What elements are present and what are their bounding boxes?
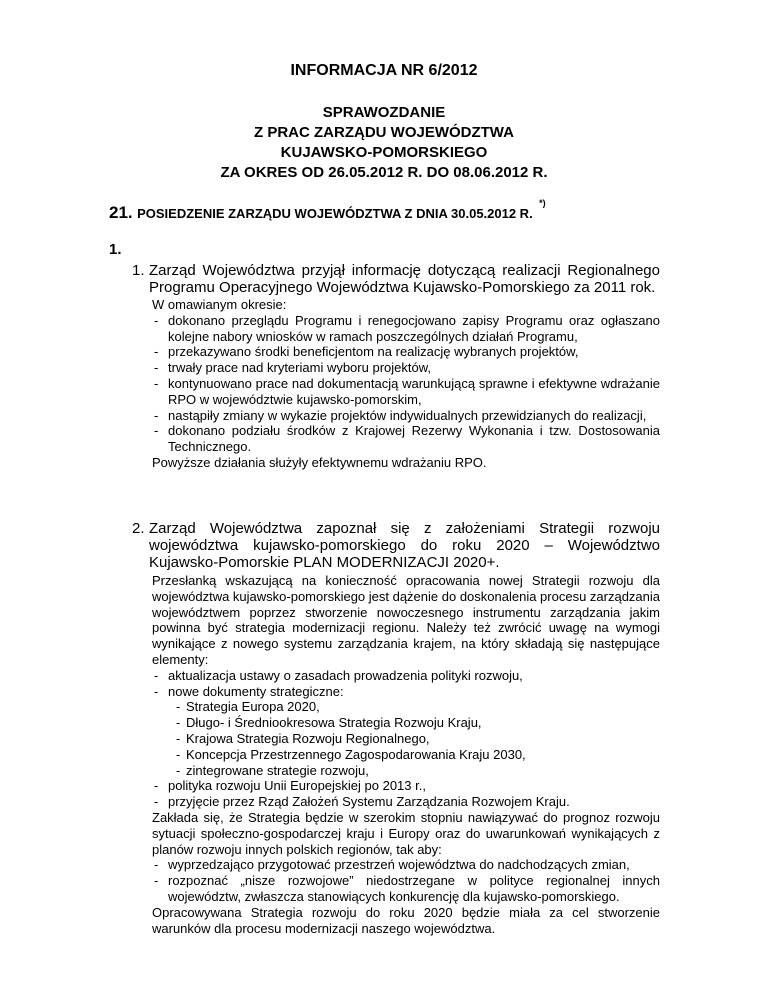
sub-list-item: - Strategia Europa 2020, [176, 699, 320, 715]
item-heading-text: Zarząd Województwa przyjął informację dotyczącą realizacji Regionalnego Programu Operacyjnego Województwa Kujawsko-Pomorskiego za 2011 rok. [149, 262, 660, 296]
item-heading [132, 520, 660, 571]
item-heading [132, 262, 660, 296]
list-item: - wyprzedzająco przygotować przestrzeń województwa do nadchodzących zmian, [154, 857, 630, 873]
item-body [132, 573, 660, 936]
list-item: - dokonano przeglądu Programu i renegocjowano zapisy Programu oraz ogłaszano kolejne nabory wniosków w ramach poszczególnych działań Programu, [154, 312, 660, 344]
list-item: - kontynuowano prace nad dokumentacją warunkującą sprawne i efektywne wdrażanie RPO w województwie kujawsko-pomorskim, [154, 375, 660, 407]
sub-list-item: - Koncepcja Przestrzennego Zagospodarowania Kraju 2030, [176, 746, 526, 762]
list-item: - aktualizacja ustawy o zasadach prowadzenia polityki rozwoju, [154, 667, 523, 683]
list-item: - trwały prace nad kryteriami wyboru projektów, [154, 360, 431, 376]
meeting-heading [109, 197, 546, 223]
sub-list-item: - Krajowa Strategia Rozwoju Regionalnego, [176, 730, 430, 746]
item-number: 2. [132, 520, 145, 537]
paragraph: Opracowywana Strategia rozwoju do roku 2020 będzie miała za cel stworzenie warunków dla procesu modernizacji naszego województwa. [152, 904, 660, 936]
document-title: INFORMACJA NR 6/2012 [290, 62, 478, 79]
report-subtitle [0, 103, 768, 183]
sub-list-item: - zintegrowane strategie rozwoju, [176, 762, 369, 778]
subtitle-line: KUJAWSKO-POMORSKIEGO [280, 144, 488, 161]
list-item: - polityka rozwoju Unii Europejskiej po 2013 r., [154, 778, 426, 794]
subtitle-line: SPRAWOZDANIE [322, 104, 446, 121]
item-closing: Powyższe działania służyły efektywnemu wdrażaniu RPO. [152, 454, 487, 470]
item-heading-text: Zarząd Województwa zapoznał się z założeniami Strategii rozwoju województwa kujawsko-pomorskiego do roku 2020 – Województwo Kujawsko-Pomorskie PLAN MODERNIZACJI 2020+. [149, 520, 660, 571]
list-item: - dokonano podziału środków z Krajowej Rezerwy Wykonania i tzw. Dostosowania Technicznego. [154, 423, 660, 455]
paragraph: Zakłada się, że Strategia będzie w szerokim stopniu nawiązywać do prognoz rozwoju sytuacji społeczno-gospodarczej kraju i Europy oraz do uwarunkowań wynikających z planów rozwoju innych polskich regionów, tak aby: [152, 809, 660, 857]
paragraph: Przesłanką wskazującą na konieczność opracowania nowej Strategii rozwoju dla województwa kujawsko-pomorskiego jest dążenie do doskonalenia procesu zarządzania województwem poprzez stworzenie nowoczesnego instrumentu zarządzania jakim powinna być strategia modernizacji regionu. Należy też zwrócić uwagę na wymogi wynikające z nowego systemu zarządzania krajem, na który składają się następujące elementy: [152, 573, 661, 667]
list-item: - nowe dokumenty strategiczne: [154, 683, 344, 699]
sub-list-item: - Długo- i Średniookresowa Strategia Rozwoju Kraju, [176, 715, 482, 731]
list-item: - przyjęcie przez Rząd Założeń Systemu Zarządzania Rozwojem Kraju. [154, 794, 570, 810]
subtitle-line: ZA OKRES OD 26.05.2012 R. DO 08.06.2012 R. [220, 164, 548, 181]
item-number: 1. [132, 262, 145, 279]
item-body [132, 297, 660, 471]
subtitle-line: Z PRAC ZARZĄDU WOJEWÓDZTWA [254, 124, 514, 141]
list-item: - rozpoznać „nisze rozwojowe” niedostrzegane w polityce regionalnej innych województw, zwłaszcza stanowiących konkurencję dla kujawsko-pomorskiego. [154, 873, 660, 904]
sub-list [152, 699, 660, 778]
agenda-item-1 [132, 262, 660, 471]
meeting-number: 21. [109, 203, 133, 222]
meeting-text: POSIEDZENIE ZARZĄDU WOJEWÓDZTWA Z DNIA 30.05.2012 R. [137, 206, 533, 221]
list-item: - przekazywano środki beneficjentom na realizację wybranych projektów, [154, 344, 579, 360]
list-item: - nastąpiły zmiany w wykazie projektów indywidualnych przewidzianych do realizacji, [154, 407, 647, 423]
footnote-mark: *) [539, 197, 546, 208]
section-number: 1. [109, 241, 122, 258]
agenda-item-2 [132, 520, 660, 936]
item-intro: W omawianym okresie: [152, 297, 287, 312]
